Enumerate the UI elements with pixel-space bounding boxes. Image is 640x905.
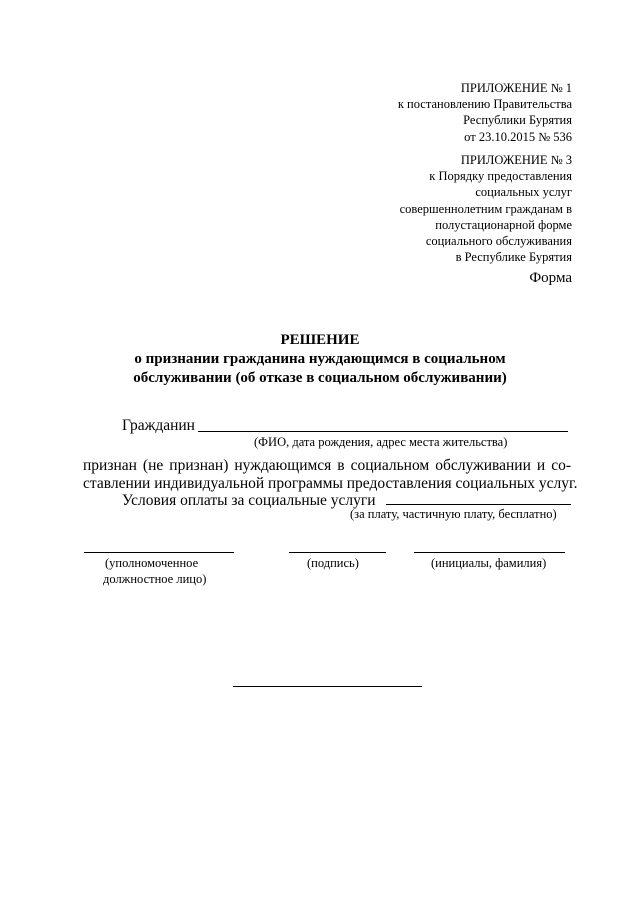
name-hint: (инициалы, фамилия) <box>431 556 547 570</box>
recognized-line-1: признан (не признан) нуждающимся в социальном обслуживании и со- <box>83 457 571 474</box>
form-label: Форма <box>529 270 572 286</box>
appendix-1-block <box>398 80 572 145</box>
citizen-hint: (ФИО, дата рождения, адрес места жительства) <box>254 435 508 449</box>
payment-fill-line[interactable] <box>386 504 571 505</box>
payment-hint: (за плату, частичную плату, бесплатно) <box>350 507 557 521</box>
appendix-3-line: к Порядку предоставления <box>429 169 572 184</box>
appendix-3-line: социального обслуживания <box>425 234 572 249</box>
name-line[interactable] <box>414 552 565 553</box>
recognized-line-2: ставлении индивидуальной программы предоставления социальных услуг. <box>83 475 578 492</box>
appendix-3-title: ПРИЛОЖЕНИЕ № 3 <box>460 153 572 167</box>
signature-line[interactable] <box>289 552 386 553</box>
signature-hint: (подпись) <box>307 556 359 570</box>
appendix-3-line: в Республике Бурятия <box>455 250 572 265</box>
document-subtitle-line-1: о признании гражданина нуждающимся в социальном <box>134 351 506 367</box>
appendix-1-line: Республики Бурятия <box>463 113 572 128</box>
appendix-3-line: социальных услуг <box>475 185 572 200</box>
official-line[interactable] <box>84 552 234 553</box>
appendix-3-line: полустационарной форме <box>435 217 572 232</box>
official-hint-line-2: должностное лицо) <box>103 572 207 586</box>
appendix-1-title: ПРИЛОЖЕНИЕ № 1 <box>460 81 572 95</box>
official-hint-line-1: (уполномоченное <box>105 556 199 570</box>
appendix-3-block <box>400 152 572 265</box>
appendix-3-line: совершеннолетним гражданам в <box>399 201 572 216</box>
document-subtitle-line-2: обслуживании (об отказе в социальном обслуживании) <box>133 370 507 386</box>
appendix-1-date: от 23.10.2015 № 536 <box>464 129 572 144</box>
end-separator <box>233 686 422 687</box>
appendix-1-line: к постановлению Правительства <box>397 97 572 112</box>
citizen-label: Гражданин <box>122 417 195 434</box>
document-title: РЕШЕНИЕ <box>280 332 360 348</box>
citizen-fill-line[interactable] <box>198 431 568 432</box>
payment-label: Условия оплаты за социальные услуги <box>122 492 376 509</box>
